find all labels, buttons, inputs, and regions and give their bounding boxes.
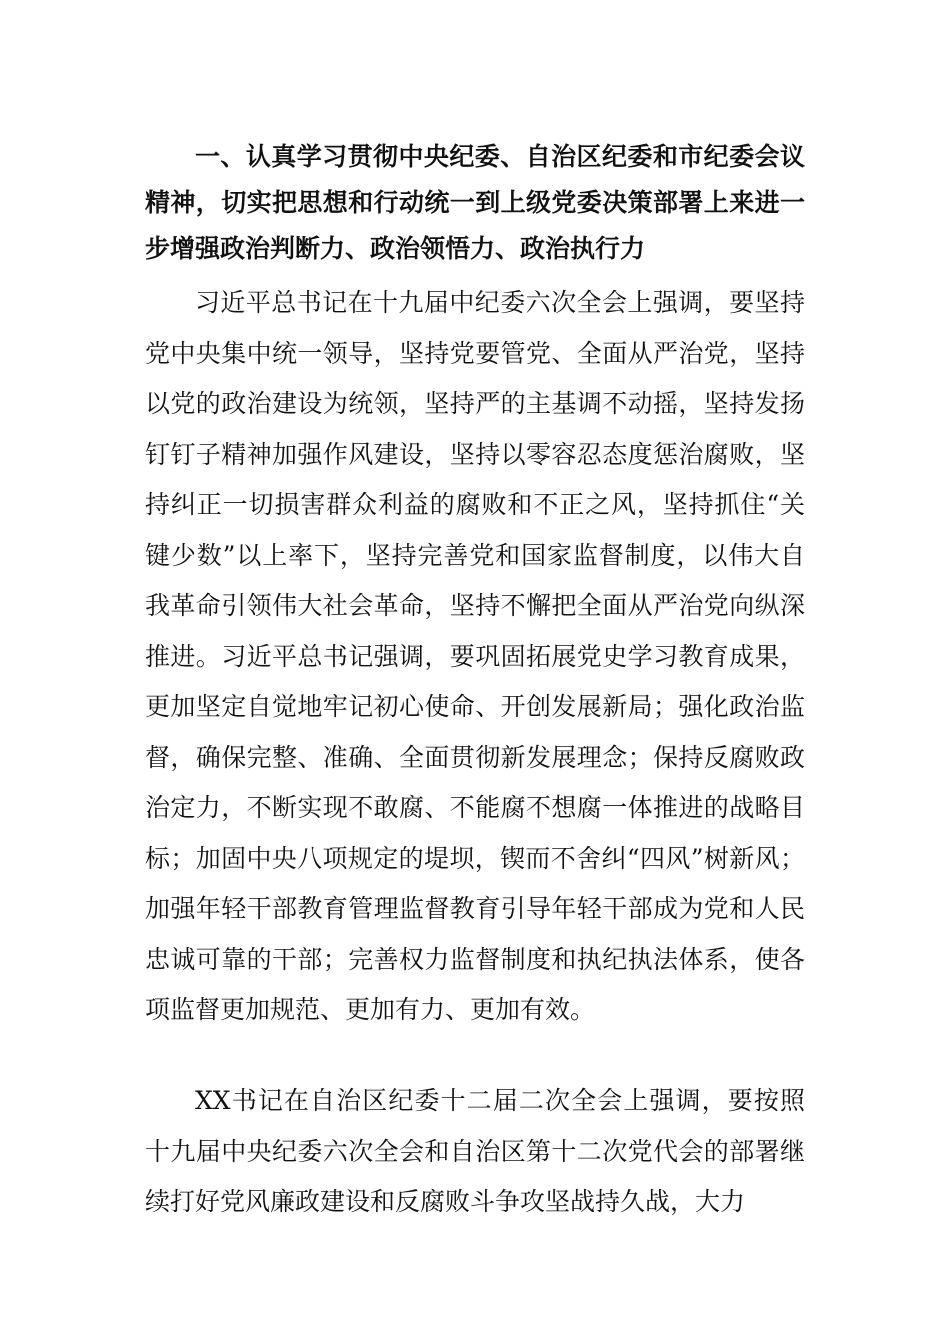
body-paragraph: XX书记在自治区纪委十二届二次全会上强调，要按照十九届中央纪委六次全会和自治区第十二次党代会的部署继续打好党风廉政建设和反腐败斗争攻坚战持久战，大力	[145, 1086, 805, 1216]
body-paragraph: 习近平总书记在十九届中纪委六次全会上强调，要坚持党中央集中统一领导，坚持党要管党、全面从严治党，坚持以党的政治建设为统领，坚持严的主基调不动摇，坚持发扬钉钉子精神加强作风建设，坚持以零容忍态度惩治腐败，坚持纠正一切损害群众利益的腐败和不正之风，坚持抓住“关键少数”以上率下，坚持完善党和国家监督制度，以伟大自我革命引领伟大社会革命，坚持不懈把全面从严治党向纵深推进。习近平总书记强调，要巩固拓展党史学习教育成果，更加坚定自觉地牢记初心使命、开创发展新局；强化政治监督，确保完整、准确、全面贯彻新发展理念；保持反腐败政治定力，不断实现不敢腐、不能腐不想腐一体推进的战略目标；加固中央八项规定的堤坝，锲而不舍纠“四风”树新风；加强年轻干部教育管理监督教育引导年轻干部成为党和人民忠诚可靠的干部；完善权力监督制度和执纪执法体系，使各项监督更加规范、更加有力、更加有效。	[145, 288, 805, 1024]
section-heading: 一、认真学习贯彻中央纪委、自治区纪委和市纪委会议精神，切实把思想和行动统一到上级党委决策部署上来进一步增强政治判断力、政治领悟力、政治执行力	[145, 142, 805, 263]
